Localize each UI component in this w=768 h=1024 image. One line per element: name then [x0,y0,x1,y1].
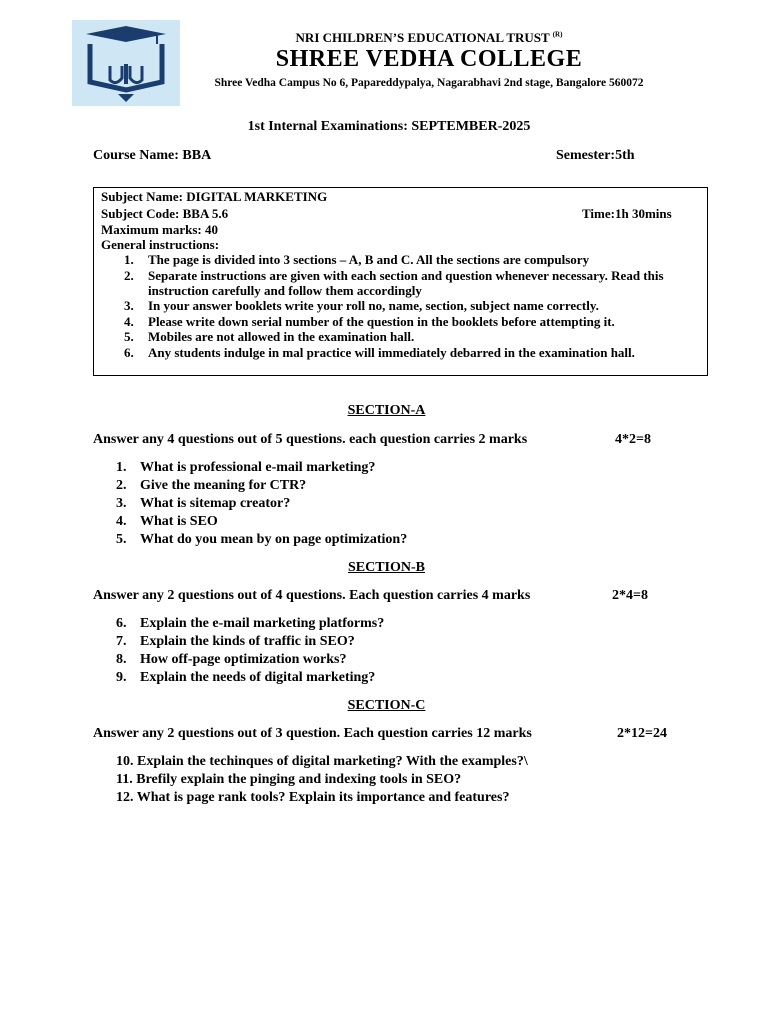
subject-code: Subject Code: BBA 5.6 [101,206,229,221]
exam-info-box [93,187,708,376]
instruction-item: 2. Separate instructions are given with each section and question whenever necessary. Read this instruction carefully and follow them accordingly [124,268,664,298]
question-item: 9. Explain the needs of digital marketing? [116,670,376,685]
section-b-marks: 2*4=8 [612,588,648,603]
instruction-item: 4. Please write down serial number of the question in the booklets before attempting it. [124,314,615,329]
section-a-heading: SECTION-A [347,403,426,418]
section-b-instruction: Answer any 2 questions out of 4 questions. Each question carries 4 marks [93,588,531,603]
section-b-heading: SECTION-B [347,560,426,575]
question-item: 6. Explain the e-mail marketing platforms? [116,616,385,631]
instruction-item: 5. Mobiles are not allowed in the examination hall. [124,329,415,344]
subject-name: Subject Name: DIGITAL MARKETING [101,189,328,204]
question-item: 4. What is SEO [116,514,218,529]
instruction-item: 3. In your answer booklets write your roll no, name, section, subject name correctly. [124,298,599,313]
college-name: SHREE VEDHA COLLEGE [275,46,583,72]
question-item: 1. What is professional e-mail marketing? [116,460,376,475]
question-item: 8. How off-page optimization works? [116,652,347,667]
trust-name: NRI CHILDREN’S EDUCATIONAL TRUST $^{(R)}$ [295,30,563,45]
semester: Semester:5th [556,148,635,163]
section-c-instruction: Answer any 2 questions out of 3 question. Each question carries 12 marks [93,726,532,741]
section-c-marks: 2*12=24 [617,726,667,741]
section-c-heading: SECTION-C [347,698,426,713]
section-a-instruction: Answer any 4 questions out of 5 questions. each question carries 2 marks [93,432,528,447]
course-name: Course Name: BBA [93,148,212,163]
question-item: 11. Brefily explain the pinging and indexing tools in SEO? [116,772,462,787]
question-item: 10. Explain the techinques of digital marketing? With the examples?\ [116,754,528,769]
question-item: 2. Give the meaning for CTR? [116,478,307,493]
max-marks: Maximum marks: 40 [101,222,218,237]
general-instructions-heading: General instructions: [101,237,220,252]
college-address: Shree Vedha Campus No 6, Papareddypalya, Nagarabhavi 2nd stage, Bangalore 560072 [214,77,644,89]
instruction-item: 1. The page is divided into 3 sections – A, B and C. All the sections are compulsory [124,252,590,267]
exam-time: Time:1h 30mins [582,206,672,221]
question-item: 5. What do you mean by on page optimization? [116,532,408,547]
section-a-marks: 4*2=8 [615,432,651,447]
registered-mark: (R) [552,30,563,39]
question-item: 3. What is sitemap creator? [116,496,291,511]
exam-title: 1st Internal Examinations: SEPTEMBER-2025 [247,119,531,134]
question-item: 12. What is page rank tools? Explain its importance and features? [116,790,510,805]
question-item: 7. Explain the kinds of traffic in SEO? [116,634,355,649]
instruction-item: 6. Any students indulge in mal practice will immediately debarred in the examination hall. [124,345,635,360]
